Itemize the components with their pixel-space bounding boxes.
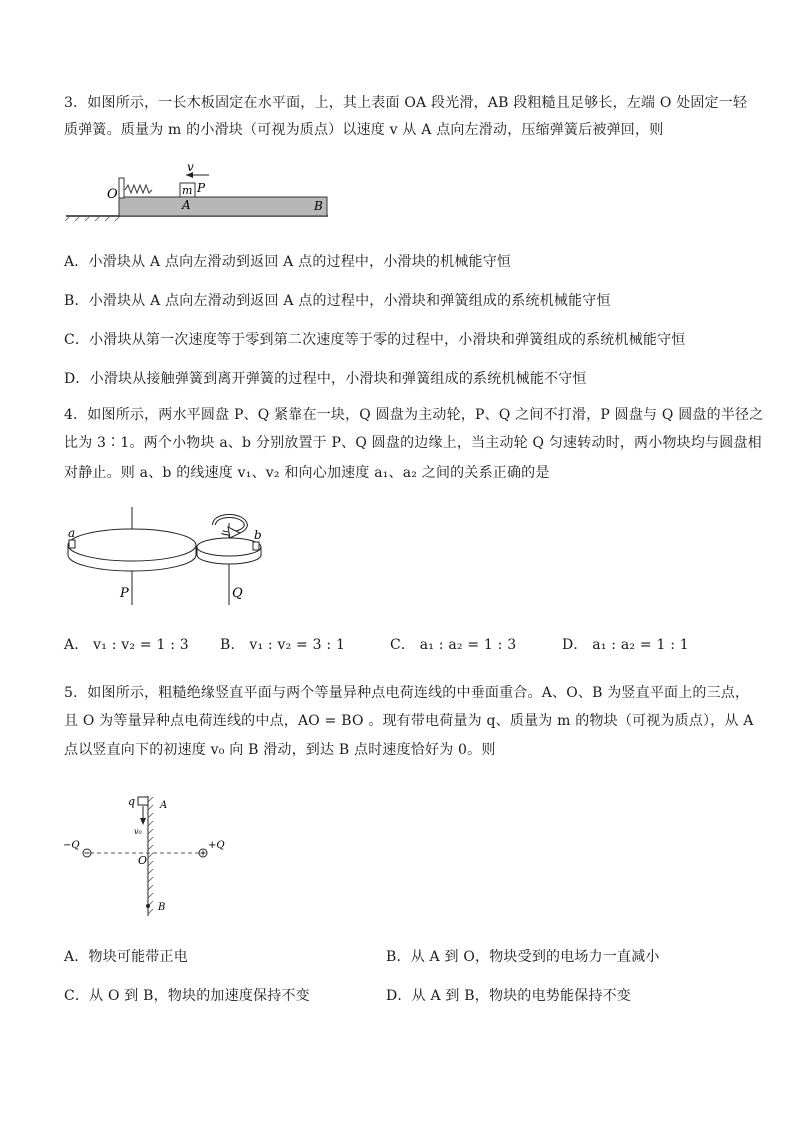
q3-stem-line2: 质弹簧。质量为 m 的小滑块（可视为质点）以速度 v 从 A 点向左滑动，压缩弹簧后被弹回，则 [64,122,664,138]
label-Q: Q [232,586,243,601]
q3-option-d[interactable]: D．小滑块从接触弹簧到离开弹簧的过程中，小滑块和弹簧组成的系统机械能不守恒 [64,371,587,387]
rotation-arrowhead-icon [228,527,240,538]
label-posQ: +Q [208,840,225,851]
q4-figure-discs [64,505,274,615]
label-m: m [182,184,193,197]
q4-option-a[interactable]: A． v₁ : v₂ = 1 : 3 [64,637,189,653]
q4-option-c[interactable]: C． a₁ : a₂ = 1 : 3 [390,637,517,653]
q5-stem-line1: 5．如图所示，粗糙绝缘竖直平面与两个等量异种点电荷连线的中垂面重合。A、O、B 为竖直平面上的三点， [64,685,750,701]
q4-option-d[interactable]: D． a₁ : a₂ = 1 : 1 [562,637,689,653]
label-a: a [68,526,76,540]
label-P: P [197,181,206,195]
label-v: v [187,160,194,174]
q4-stem-line1: 4．如图所示，两水平圆盘 P、Q 紧靠在一块，Q 圆盘为主动轮，P、Q 之间不打滑，P 圆盘与 Q 圆盘的半径之 [64,407,764,423]
q5-option-a[interactable]: A．物块可能带正电 [64,949,188,965]
disc-Q [197,538,261,556]
label-P: P [120,586,129,601]
block-b [253,542,259,550]
block-a [69,540,75,548]
q5-option-c[interactable]: C．从 O 到 B，物块的加速度保持不变 [64,988,310,1004]
wooden-board [119,197,327,216]
label-B: B [314,199,323,213]
label-v0: v₀ [134,827,142,836]
q3-option-a[interactable]: A．小滑块从 A 点向左滑动到返回 A 点的过程中，小滑块的机械能守恒 [64,254,512,270]
q5-stem-line2: 且 O 为等量异种点电荷连线的中点，AO = BO 。现有带电荷量为 q、质量为 m 的物块（可视为质点），从 A [64,713,754,729]
label-q: q [128,795,136,808]
q4-stem-line3: 对静止。则 a、b 的线速度 v₁、v₂ 和向心加速度 a₁、a₂ 之间的关系正确的是 [64,465,550,481]
point-B [146,904,150,908]
q5-stem-line3: 点以竖直向下的初速度 v₀ 向 B 滑动，到达 B 点时速度恰好为 0。则 [64,742,496,758]
charged-block [138,797,148,805]
q3-option-b[interactable]: B．小滑块从 A 点向左滑动到返回 A 点的过程中，小滑块和弹簧组成的系统机械能守恒 [64,293,611,309]
label-O: O [107,187,118,202]
disc-P [68,529,196,561]
q4-stem-line2: 比为 3∶1。两个小物块 a、b 分别放置于 P、Q 圆盘的边缘上，当主动轮 Q 匀速转动时，两小物块均与圆盘相 [64,435,762,451]
q3-option-c[interactable]: C．小滑块从第一次速度等于零到第二次速度等于零的过程中，小滑块和弹簧组成的系统机械能守恒 [64,332,686,348]
q3-figure-board-spring [64,160,334,220]
label-B: B [158,902,166,913]
spring [125,185,152,193]
left-wall [119,178,124,198]
label-O: O [138,854,148,867]
label-A: A [182,198,191,212]
q4-option-b[interactable]: B． v₁ : v₂ = 3 : 1 [220,637,346,653]
v0-arrowhead [140,818,146,825]
q5-option-b[interactable]: B．从 A 到 O，物块受到的电场力一直减小 [386,949,660,965]
label-A: A [160,800,168,811]
q5-figure-charges [62,786,242,926]
q3-stem-line1: 3．如图所示，一长木板固定在水平面，上，其上表面 OA 段光滑，AB 段粗糙且足够长，左端 O 处固定一轻 [64,95,748,111]
label-negQ: −Q [63,840,80,851]
q5-option-d[interactable]: D．从 A 到 B，物块的电势能保持不变 [386,988,631,1004]
label-b: b [254,528,262,542]
